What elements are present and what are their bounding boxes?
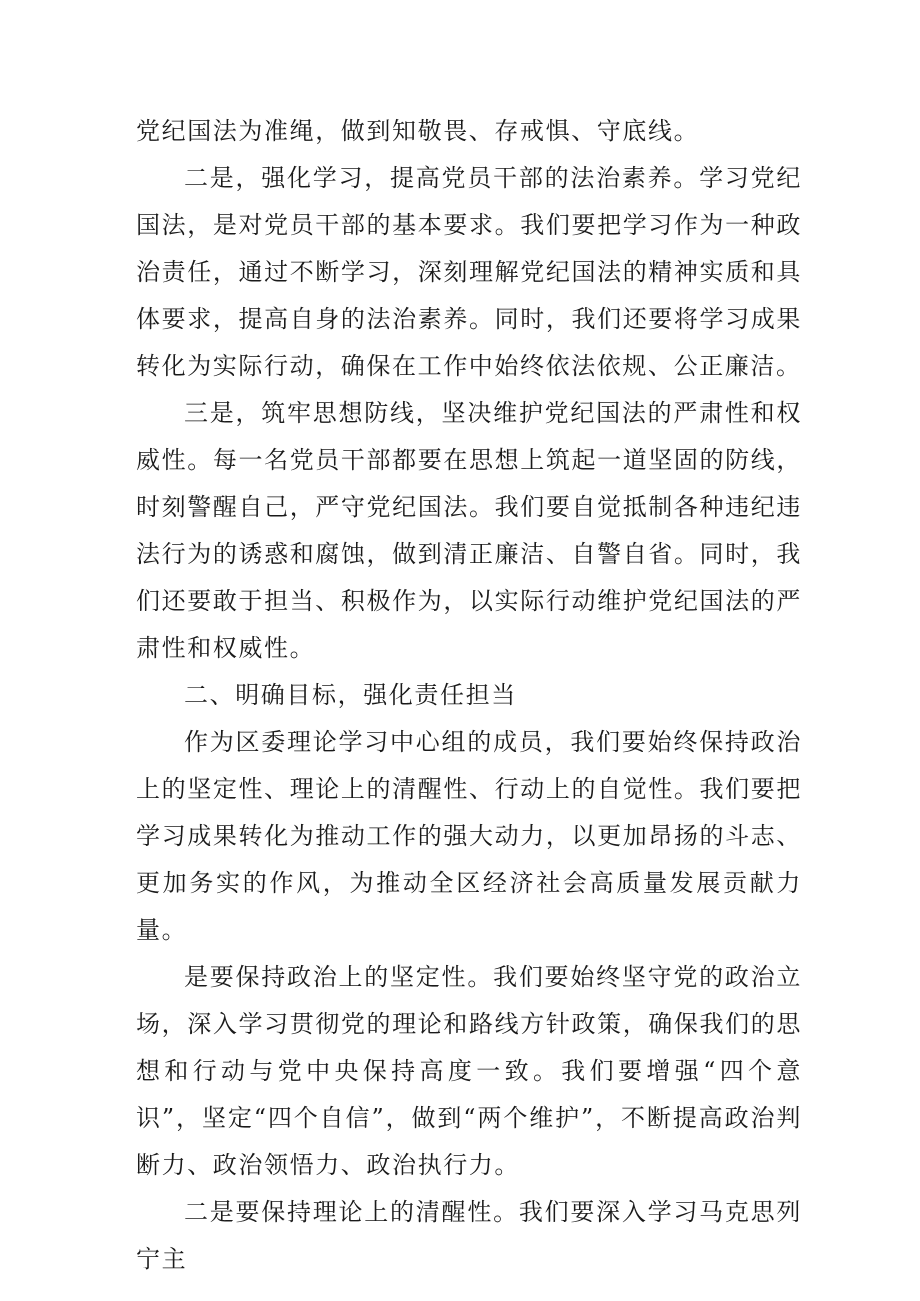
paragraph-political: 是要保持政治上的坚定性。我们要始终坚守党的政治立场，深入学习贯彻党的理论和路线方针政策，确保我们的思想和行动与党中央保持高度一致。我们要增强“四个意识”，坚定“四个自信”，做到“两个维护”，不断提高政治判断力、政治领悟力、政治执行力。 (136, 963, 802, 1179)
paragraph-continuation: 党纪国法为准绳，做到知敬畏、存戒惧、守底线。 (136, 117, 700, 145)
paragraph-goals: 作为区委理论学习中心组的成员，我们要始终保持政治上的坚定性、理论上的清醒性、行动上的自觉性。我们要把学习成果转化为推动工作的强大动力，以更加昂扬的斗志、更加务实的作风，为推动全区经济社会高质量发展贡献力量。 (136, 728, 802, 944)
paragraph-study: 二是，强化学习，提高党员干部的法治素养。学习党纪国法，是对党员干部的基本要求。我们要把学习作为一种政治责任，通过不断学习，深刻理解党纪国法的精神实质和具体要求，提高自身的法治素养。同时，我们还要将学习成果转化为实际行动，确保在工作中始终依法依规、公正廉洁。 (136, 164, 802, 380)
section-heading: 二、明确目标，强化责任担当 (184, 681, 517, 709)
paragraph-defense: 三是，筑牢思想防线，坚决维护党纪国法的严肃性和权威性。每一名党员干部都要在思想上筑起一道坚固的防线，时刻警醒自己，严守党纪国法。我们要自觉抵制各种违纪违法行为的诱惑和腐蚀，做到清正廉洁、自警自省。同时，我们还要敢于担当、积极作为，以实际行动维护党纪国法的严肃性和权威性。 (136, 399, 802, 662)
paragraph-theory: 二是要保持理论上的清醒性。我们要深入学习马克思列宁主 (136, 1198, 802, 1273)
document-body (136, 108, 802, 1283)
